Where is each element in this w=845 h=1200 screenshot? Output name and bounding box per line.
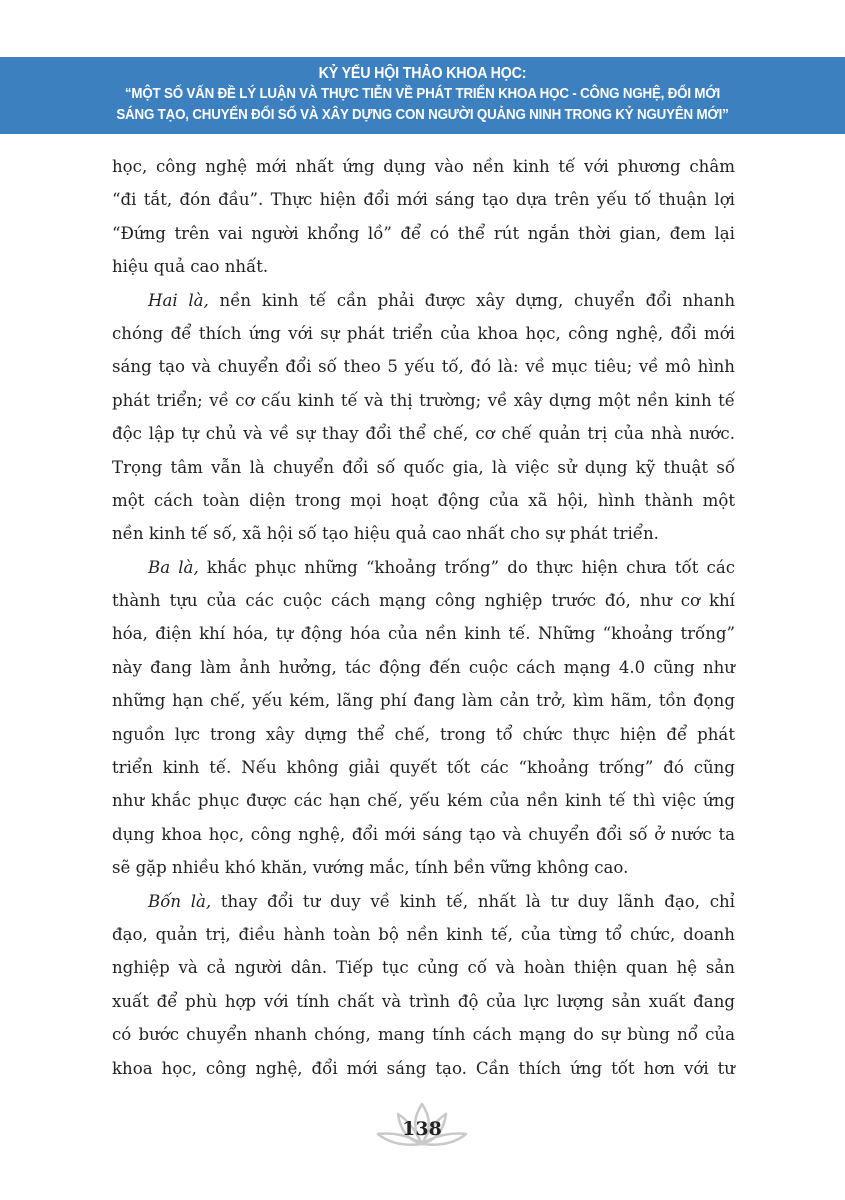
paragraph	[112, 284, 735, 551]
text-line	[112, 317, 735, 350]
text-line	[112, 384, 735, 417]
line-text: phát triển; về cơ cấu kinh tế và thị trường; về xây dựng một nền kinh tế	[112, 390, 735, 410]
text-line	[112, 217, 735, 250]
paragraph-lead: Ba là,	[148, 557, 199, 577]
line-text: triển kinh tế. Nếu không giải quyết tốt các “khoảng trống” đó cũng	[112, 758, 735, 778]
text-line	[112, 818, 735, 851]
text-line	[112, 1018, 735, 1051]
text-line	[112, 183, 735, 216]
text-line	[112, 150, 735, 183]
line-text: xuất để phù hợp với tính chất và trình độ của lực lượng sản xuất đang	[112, 991, 735, 1011]
line-text: độc lập tự chủ và về sự thay đổi thể chế, cơ chế quản trị của nhà nước.	[112, 424, 735, 444]
line-text: nền kinh tế cần phải được xây dựng, chuyển đổi nhanh	[208, 290, 736, 310]
text-line	[112, 584, 735, 617]
line-text: đạo, quản trị, điều hành toàn bộ nền kinh tế, của từng tổ chức, doanh	[112, 924, 735, 944]
text-line	[112, 985, 735, 1018]
paragraph-lead: Hai là,	[148, 290, 209, 310]
line-text: thành tựu của các cuộc cách mạng công nghiệp trước đó, như cơ khí	[112, 591, 735, 611]
line-text: “Đứng trên vai người khổng lồ” để có thể rút ngắn thời gian, đem lại	[112, 223, 735, 243]
line-text: học, công nghệ mới nhất ứng dụng vào nền kinh tế với phương châm	[112, 157, 735, 176]
paragraph	[112, 551, 735, 885]
page-number-block	[372, 1100, 472, 1160]
line-text: như khắc phục được các hạn chế, yếu kém của nền kinh tế thì việc ứng	[112, 791, 735, 811]
line-text: nền kinh tế số, xã hội số tạo hiệu quả cao nhất cho sự phát triển.	[112, 524, 659, 544]
line-text: một cách toàn diện trong mọi hoạt động của xã hội, hình thành một	[112, 490, 735, 510]
header-band	[0, 57, 845, 134]
line-text: này đang làm ảnh hưởng, tác động đến cuộc cách mạng 4.0 cũng như	[112, 657, 735, 677]
text-line	[112, 918, 735, 951]
text-line	[112, 551, 735, 584]
paragraph-lead: Bốn là,	[148, 891, 212, 911]
text-line	[112, 451, 735, 484]
line-text: sáng tạo và chuyển đổi số theo 5 yếu tố, đó là: về mục tiêu; về mô hình	[112, 357, 735, 377]
text-line	[112, 484, 735, 517]
text-line	[112, 851, 735, 884]
header-title: KỶ YẾU HỘI THẢO KHOA HỌC:	[318, 65, 527, 82]
text-line	[112, 885, 735, 918]
paragraph	[112, 885, 735, 1085]
line-text: chóng để thích ứng với sự phát triển của khoa học, công nghệ, đổi mới	[112, 323, 735, 343]
line-text: “đi tắt, đón đầu”. Thực hiện đổi mới sáng tạo dựa trên yếu tố thuận lợi	[112, 190, 735, 210]
line-text: sẽ gặp nhiều khó khăn, vướng mắc, tính bền vững không cao.	[112, 858, 629, 878]
text-line	[112, 751, 735, 784]
text-line	[112, 284, 735, 317]
line-text: hóa, điện khí hóa, tự động hóa của nền kinh tế. Những “khoảng trống”	[112, 624, 735, 644]
line-text: thay đổi tư duy về kinh tế, nhất là tư duy lãnh đạo, chỉ	[211, 891, 735, 911]
line-text: khắc phục những “khoảng trống” do thực hiện chưa tốt các	[198, 557, 735, 577]
paragraph	[112, 150, 735, 284]
text-line	[112, 350, 735, 383]
text-line	[112, 617, 735, 650]
line-text: có bước chuyển nhanh chóng, mang tính cách mạng do sự bùng nổ của	[112, 1025, 735, 1045]
line-text: dụng khoa học, công nghệ, đổi mới sáng tạo và chuyển đổi số ở nước ta	[112, 824, 735, 844]
line-text: nghiệp và cả người dân. Tiếp tục củng cố và hoàn thiện quan hệ sản	[112, 958, 735, 978]
line-text: hiệu quả cao nhất.	[112, 257, 269, 277]
line-text: nguồn lực trong xây dựng thể chế, trong tổ chức thực hiện để phát	[112, 724, 735, 744]
text-line	[112, 718, 735, 751]
line-text: Trọng tâm vẫn là chuyển đổi số quốc gia, là việc sử dụng kỹ thuật số	[112, 457, 735, 477]
text-line	[112, 951, 735, 984]
body-text	[112, 150, 735, 1085]
text-line	[112, 250, 735, 283]
header-subtitle-line2: SÁNG TẠO, CHUYỂN ĐỔI SỐ VÀ XÂY DỰNG CON NGƯỜI QUẢNG NINH TRONG KỶ NGUYÊN MỚI”	[116, 107, 729, 123]
text-line	[112, 684, 735, 717]
text-line	[112, 417, 735, 450]
line-text: những hạn chế, yếu kém, lãng phí đang làm cản trở, kìm hãm, tồn đọng	[112, 691, 735, 711]
line-text: khoa học, công nghệ, đổi mới sáng tạo. Cần thích ứng tốt hơn với tư	[112, 1058, 735, 1078]
page-number: 138	[402, 1118, 442, 1140]
text-line	[112, 784, 735, 817]
text-line	[112, 517, 735, 550]
header-subtitle-line1: “MỘT SỐ VẤN ĐỀ LÝ LUẬN VÀ THỰC TIỄN VỀ PHÁT TRIỂN KHOA HỌC - CÔNG NGHỆ, ĐỔI MỚI	[124, 86, 721, 102]
text-line	[112, 651, 735, 684]
text-line	[112, 1052, 735, 1085]
